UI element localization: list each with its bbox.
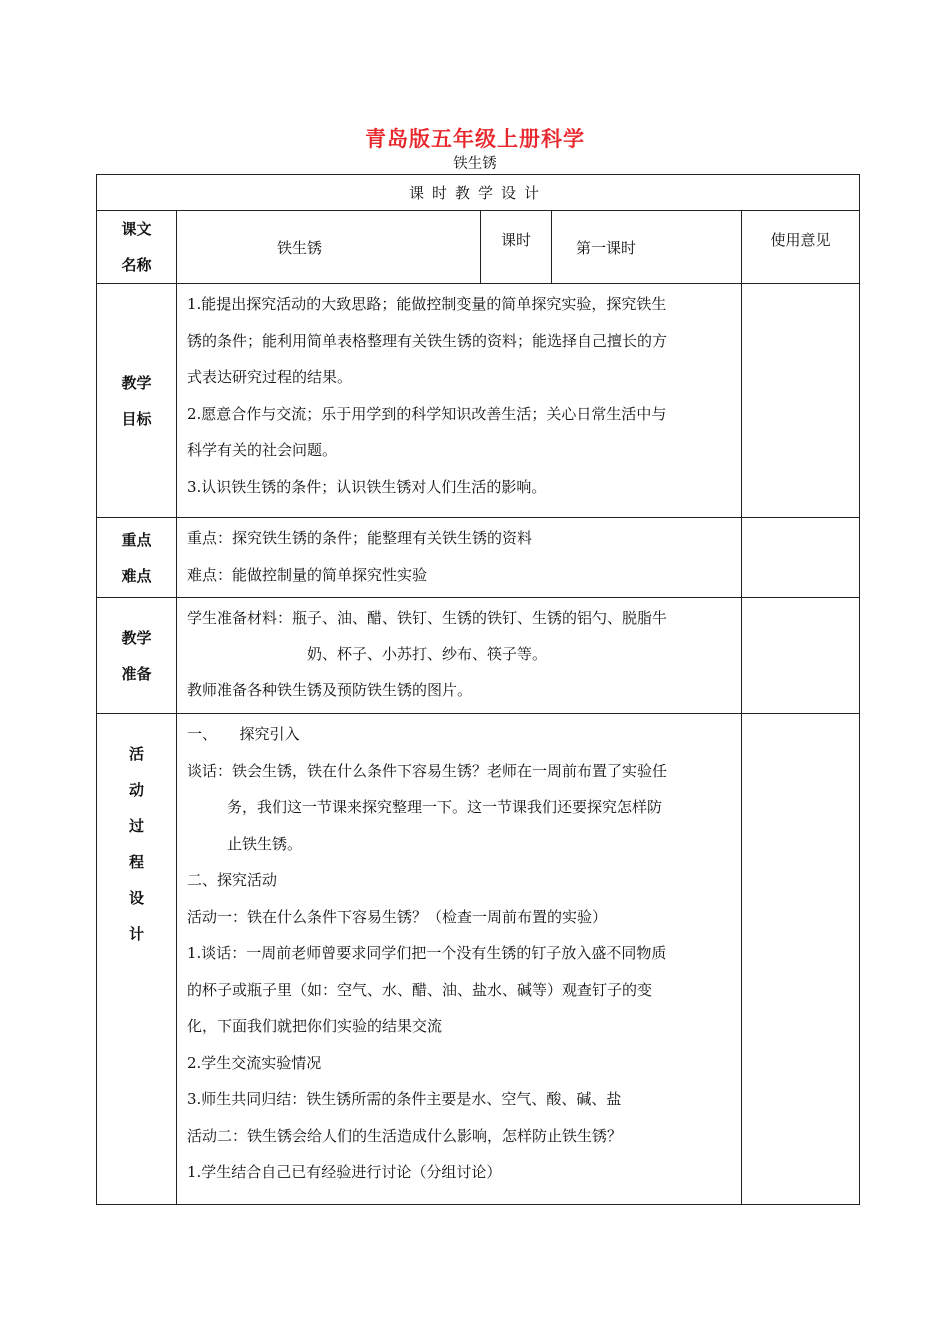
- label-char: 设: [128, 889, 144, 907]
- activity-line: 谈话：铁会生锈，铁在什么条件下容易生锈？老师在一周前布置了实验任: [187, 761, 668, 780]
- label-line: 难点: [121, 566, 152, 585]
- activity-line: 二、探究活动: [187, 871, 278, 889]
- activity-line: 活动二：铁生锈会给人们的生活造成什么影响，怎样防止铁生锈？: [187, 1126, 623, 1145]
- lesson-plan-table: [96, 174, 860, 1205]
- key-point: 重点：探究铁生锈的条件；能整理有关铁生锈的资料: [187, 529, 533, 547]
- prep-line: 学生准备材料：瓶子、油、醋、铁钉、生锈的铁钉、生锈的铝勺、脱脂牛: [187, 609, 668, 627]
- goal-line: 1.能提出探究活动的大致思路；能做控制变量的简单探究实验，探究铁生: [187, 295, 667, 313]
- activity-process-content: [177, 714, 742, 1205]
- label-char: 计: [128, 925, 144, 943]
- label-line: 准备: [121, 664, 152, 683]
- label-line: 课文: [121, 220, 152, 238]
- period-value: 第一课时: [552, 211, 742, 284]
- teaching-prep-content: [177, 598, 742, 714]
- table-header: 课时教学设计: [97, 175, 860, 211]
- document-title: 青岛版五年级上册科学: [365, 127, 585, 151]
- goal-line: 3.认识铁生锈的条件；认识铁生锈对人们生活的影响。: [187, 477, 547, 496]
- teaching-goals-label: [97, 284, 177, 518]
- activity-line: 1.谈话：一周前老师曾要求同学们把一个没有生锈的钉子放入盛不同物质: [187, 944, 667, 962]
- activity-line: 的杯子或瓶子里（如：空气、水、醋、油、盐水、碱等）观查钉子的变: [187, 980, 653, 999]
- label-char: 活: [128, 745, 144, 763]
- activity-line: 一、 探究引入: [187, 725, 300, 743]
- opinion-cell: [742, 518, 860, 598]
- goal-line: 2.愿意合作与交流；乐于用学到的科学知识改善生活；关心日常生活中与: [187, 404, 667, 423]
- lesson-name-label: [97, 211, 177, 284]
- difficulty-point: 难点：能做控制量的简单探究性实验: [187, 565, 428, 584]
- teaching-goals-content: [177, 284, 742, 518]
- key-difficulty-content: [177, 518, 742, 598]
- label-char: 动: [128, 781, 144, 799]
- teaching-prep-label: [97, 598, 177, 714]
- label-line: 目标: [121, 409, 152, 428]
- activity-line: 3.师生共同归结：铁生锈所需的条件主要是水、空气、酸、碱、盐: [187, 1090, 622, 1108]
- label-char: 程: [128, 853, 144, 871]
- goal-line: 锈的条件；能利用简单表格整理有关铁生锈的资料；能选择自己擅长的方: [187, 331, 668, 350]
- activity-line: 1.学生结合自己已有经验进行讨论（分组讨论）: [187, 1163, 502, 1181]
- goal-line: 科学有关的社会问题。: [187, 441, 338, 459]
- opinion-cell: [742, 284, 860, 518]
- period-label: 课时: [481, 211, 552, 284]
- label-line: 教学: [121, 373, 152, 392]
- key-difficulty-label: [97, 518, 177, 598]
- label-char: 过: [128, 817, 144, 835]
- label-line: 重点: [121, 530, 152, 549]
- lesson-name-value: 铁生锈: [177, 211, 481, 284]
- label-line: 名称: [121, 256, 152, 274]
- activity-line: 止铁生锈。: [227, 834, 303, 853]
- label-line: 教学: [121, 628, 152, 647]
- document-subtitle: 铁生锈: [453, 156, 497, 172]
- prep-line: 奶、杯子、小苏打、纱布、筷子等。: [307, 645, 548, 663]
- activity-line: 化，下面我们就把你们实验的结果交流: [187, 1017, 443, 1035]
- activity-line: 务，我们这一节课来探究整理一下。这一节课我们还要探究怎样防: [227, 798, 663, 816]
- activity-line: 2.学生交流实验情况: [187, 1053, 322, 1072]
- activity-process-label: [97, 714, 177, 1205]
- opinion-cell: [742, 714, 860, 1205]
- goal-line: 式表达研究过程的结果。: [187, 368, 353, 386]
- prep-line: 教师准备各种铁生锈及预防铁生锈的图片。: [187, 681, 473, 699]
- usage-opinion-label: 使用意见: [742, 211, 860, 284]
- opinion-cell: [742, 598, 860, 714]
- activity-line: 活动一：铁在什么条件下容易生锈？（检查一周前布置的实验）: [187, 907, 608, 926]
